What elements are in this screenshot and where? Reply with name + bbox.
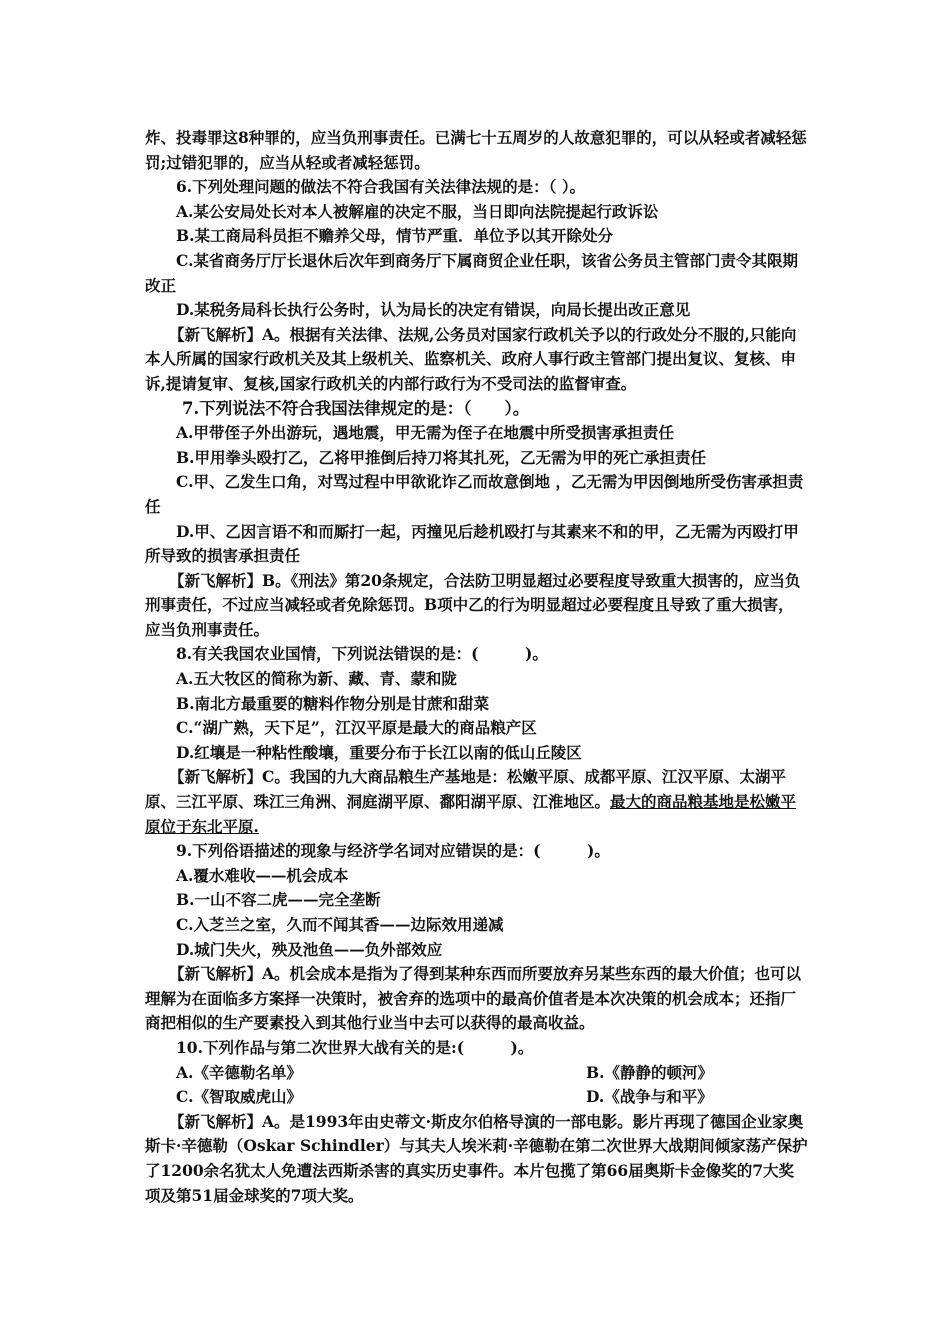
q9-option-b: B.一山不容二虎——完全垄断 bbox=[176, 890, 381, 910]
q7-option-a: A.甲带侄子外出游玩，遇地震，甲无需为侄子在地震中所受损害承担责任 bbox=[176, 423, 674, 443]
q7-analysis: 【新飞解析】B。《刑法》第20条规定，合法防卫明显超过必要程度导致重大损害的，应当负刑事责任，不过应当减轻或者免除惩罚。B项中乙的行为明显超过必要程度且导致了重大损害，应当负刑事责任。 bbox=[145, 570, 801, 639]
q8-stem: 8.有关我国农业国情，下列说法错误的是：( )。 bbox=[176, 644, 548, 664]
q8-option-d: D.红壤是一种粘性酸壤，重要分布于长江以南的低山丘陵区 bbox=[176, 742, 582, 762]
q9-option-c: C.入芝兰之室，久而不闻其香——边际效用递减 bbox=[176, 915, 504, 934]
document-body bbox=[145, 126, 809, 1208]
q9-stem: 9.下列俗语描述的现象与经济学名词对应错误的是：( )。 bbox=[176, 841, 610, 861]
q8-analysis-underlined: 最大的商品粮基地是松嫩平原位于东北平原. bbox=[145, 792, 797, 836]
q8-option-b: B.南北方最重要的糖料作物分别是甘蔗和甜菜 bbox=[176, 693, 489, 713]
q10-option-c: C.《智取威虎山》 bbox=[176, 1087, 302, 1107]
q10-options-row-2 bbox=[145, 1085, 809, 1110]
q6-stem: 6.下列处理问题的做法不符合我国有关法律法规的是：（ ）。 bbox=[176, 177, 586, 197]
q7-option-d: D.甲、乙因言语不和而厮打一起，丙撞见后趁机殴打与其素来不和的甲，乙无需为丙殴打甲所导致的损害承担责任 bbox=[145, 521, 799, 566]
q10-option-b: B.《静静的顿河》 bbox=[586, 1062, 713, 1082]
q10-option-d: D.《战争与和平》 bbox=[586, 1087, 713, 1107]
q7-option-c: C.甲、乙发生口角，对骂过程中甲欲讹诈乙而故意倒地 ，乙无需为甲因倒地所受伤害承担责任 bbox=[145, 472, 804, 516]
q6-option-c: C.某省商务厅厅长退休后次年到商务厅下属商贸企业任职，该省公务员主管部门责令其限期改正 bbox=[145, 250, 798, 295]
q6-option-a: A.某公安局处长对本人被解雇的决定不服，当日即向法院提起行政诉讼 bbox=[176, 201, 659, 221]
q7-stem: 7.下列说法不符合我国法律规定的是：（ ）。 bbox=[182, 398, 530, 418]
q6-analysis: 【新飞解析】A。根据有关法律、法规,公务员对国家行政机关予以的行政处分不服的,只能向本人所属的国家行政机关及其上级机关、监察机关、政府人事行政主管部门提出复议、复核、申诉,提请复审、复核,国家行政机关的内部行政行为不受司法的监督审查。 bbox=[145, 324, 797, 393]
q8-analysis bbox=[145, 765, 809, 839]
q10-options-row-1 bbox=[145, 1061, 809, 1086]
q9-option-d: D.城门失火，殃及池鱼——负外部效应 bbox=[176, 939, 443, 959]
q6-option-b: B.某工商局科员拒不赡养父母，情节严重．单位予以其开除处分 bbox=[176, 226, 613, 246]
q10-stem: 10.下列作品与第二次世界大战有关的是:( )。 bbox=[176, 1037, 534, 1057]
q9-option-a: A.覆水难收——机会成本 bbox=[176, 865, 349, 885]
q10-analysis: 【新飞解析】A。是1993年由史蒂文·斯皮尔伯格导演的一部电影。影片再现了德国企业家奥斯卡·辛德勒（Oskar Schindler）与其夫人埃米莉·辛德勒在第二次世界大战期间倾家荡产保护了1200余名犹太人免遭法西斯杀害的真实历史事件。本片包揽了第66届奥斯卡金像奖的7大奖项及第51届金球奖的7项大奖。 bbox=[145, 1111, 808, 1205]
intro-paragraph: 炸、投毒罪这8种罪的，应当负刑事责任。已满七十五周岁的人故意犯罪的，可以从轻或者减轻惩罚;过错犯罪的，应当从轻或者减轻惩罚。 bbox=[145, 128, 807, 172]
q8-option-c: C.“湖广熟，天下足”，江汉平原是最大的商品粮产区 bbox=[176, 718, 537, 738]
q10-option-a: A.《辛德勒名单》 bbox=[176, 1062, 302, 1082]
q7-option-b: B.甲用拳头殴打乙，乙将甲推倒后持刀将其扎死，乙无需为甲的死亡承担责任 bbox=[176, 447, 706, 467]
q9-analysis: 【新飞解析】A。机会成本是指为了得到某种东西而所要放弃另某些东西的最大价值；也可以理解为在面临多方案择一决策时，被舍弃的选项中的最高价值者是本次决策的机会成本；还指厂商把相似的生产要素投入到其他行业当中去可以获得的最高收益。 bbox=[145, 964, 802, 1033]
q8-option-a: A.五大牧区的简称为新、藏、青、蒙和陇 bbox=[176, 669, 457, 689]
q6-option-d: D.某税务局科长执行公务时，认为局长的决定有错误，向局长提出改正意见 bbox=[176, 300, 691, 320]
q8-analysis-text: 【新飞解析】C。我国的九大商品粮生产基地是：松嫩平原、成都平原、江汉平原、太湖平原、三江平原、珠江三角洲、洞庭湖平原、鄱阳湖平原、江淮地区。 bbox=[145, 767, 786, 812]
